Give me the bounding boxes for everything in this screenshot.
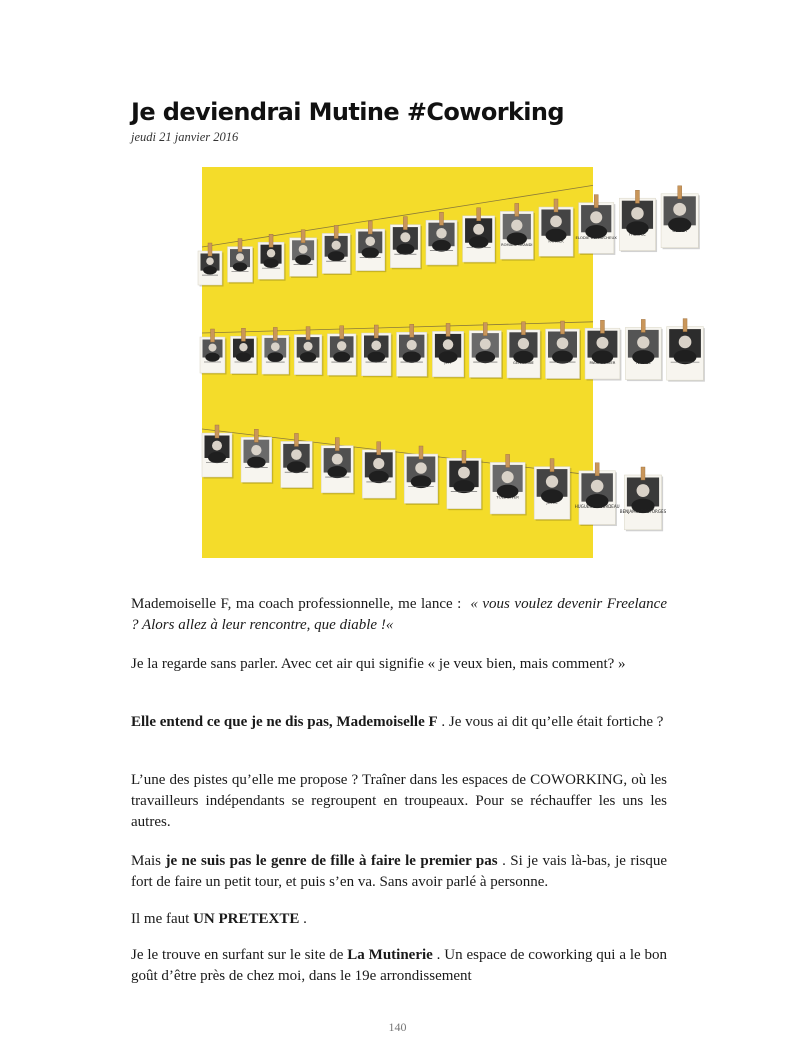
coworking-photo (202, 167, 688, 558)
face-shape (458, 467, 470, 479)
face-shape (365, 236, 375, 246)
face-shape (502, 471, 514, 483)
clothespin (561, 321, 565, 334)
clothespin (368, 221, 372, 234)
polaroid-card (507, 322, 542, 380)
face-shape (236, 253, 244, 261)
clothespin (238, 239, 242, 252)
polaroid-caption: FABRICE (629, 231, 646, 237)
polaroid-caption: BENJAMIN DESFORGES (619, 508, 667, 514)
clothespin (521, 322, 525, 335)
face-shape (679, 336, 692, 349)
clothespin (554, 199, 558, 212)
paragraph-6 (131, 909, 667, 930)
paragraph-4: L’une des pistes qu’elle me propose ? Traîner dans les espaces de COWORKING, où les travailleurs indépendants se regroupent en troupeaux. Pour se réchauffer les uns les autres. (131, 772, 667, 830)
face-shape (212, 441, 222, 451)
paragraph-1 (131, 594, 667, 636)
shoulders-shape (327, 466, 347, 478)
clothespin (211, 329, 215, 342)
shoulders-shape (263, 259, 278, 268)
face-shape (443, 339, 454, 350)
polaroid-caption: JEFF (444, 361, 452, 366)
clothespin (594, 195, 598, 208)
polaroid-card (500, 203, 535, 260)
shoulders-shape (203, 266, 217, 275)
face-shape (271, 342, 280, 351)
clothespin (374, 325, 378, 338)
polaroid-card (426, 212, 459, 266)
clothespin (294, 433, 298, 446)
shoulders-shape (403, 351, 421, 362)
polaroid-card (447, 450, 483, 510)
polaroid-card (469, 323, 503, 379)
clothespin (462, 450, 466, 463)
polaroid-card (575, 463, 620, 526)
polaroid-card (625, 319, 662, 381)
p6-pre: Il me faut (131, 911, 190, 927)
clothespin (641, 467, 645, 480)
face-shape (480, 339, 491, 350)
face-shape (596, 337, 608, 349)
p3-rest: . Je vous ai dit qu’elle était fortiche ? (441, 714, 664, 730)
face-shape (511, 220, 522, 231)
clothespin (439, 212, 443, 225)
shoulders-shape (396, 244, 414, 255)
polaroid-card (620, 467, 667, 531)
article-title: Je deviendrai Mutine #Coworking (131, 98, 564, 126)
clothespin (208, 243, 212, 256)
shoulders-shape (247, 457, 266, 469)
face-shape (239, 343, 247, 351)
paragraph-2: Je la regarde sans parler. Avec cet air qui signifie « je veux bien, mais comment? » (131, 656, 626, 672)
face-shape (291, 449, 302, 460)
shoulders-shape (469, 236, 489, 248)
polaroid-card (534, 459, 571, 521)
clothespin (410, 324, 414, 337)
clothespin (340, 326, 344, 339)
face-shape (299, 245, 308, 254)
clothespin (215, 425, 219, 438)
face-shape (337, 341, 346, 350)
clothespin (678, 186, 682, 199)
face-shape (637, 484, 650, 497)
face-shape (546, 475, 558, 487)
polaroid-caption: HUGUES DE SURDEAU (574, 504, 620, 510)
clothespin (377, 442, 381, 455)
clothespin (641, 319, 645, 332)
polaroid-card (575, 195, 617, 255)
face-shape (673, 203, 686, 216)
clothespin (483, 323, 487, 336)
face-shape (591, 480, 604, 493)
polaroid-card (321, 438, 355, 495)
shoulders-shape (295, 255, 311, 265)
clothespin (301, 230, 305, 243)
clothespin (477, 208, 481, 221)
face-shape (415, 462, 426, 473)
shoulders-shape (236, 352, 251, 361)
face-shape (400, 232, 410, 242)
p7-pre: Je le trouve en surfant sur le site de (131, 947, 344, 963)
clothespin (254, 429, 258, 442)
polaroid-card (661, 186, 700, 249)
clothespin (335, 438, 339, 451)
face-shape (473, 224, 484, 235)
polaroid-card (362, 442, 396, 500)
shoulders-shape (552, 351, 573, 364)
polaroid-card (619, 190, 657, 252)
clothespin (334, 225, 338, 238)
p5-bold: je ne suis pas le genre de fille à faire le premier pas (165, 853, 498, 869)
shoulders-shape (233, 262, 247, 271)
clothespin (506, 454, 510, 467)
face-shape (267, 249, 275, 257)
polaroid-card (362, 325, 393, 377)
face-shape (407, 340, 417, 350)
page-number: 140 (388, 1020, 407, 1034)
shoulders-shape (367, 352, 385, 363)
shoulders-shape (300, 352, 316, 362)
clothespin (600, 320, 604, 333)
polaroid-card (404, 446, 439, 505)
polaroid-card (463, 208, 497, 264)
face-shape (304, 342, 313, 351)
face-shape (557, 337, 569, 349)
polaroid-card (241, 429, 273, 484)
face-shape (371, 341, 381, 351)
polaroid-card (490, 454, 527, 515)
clothespin (269, 234, 273, 247)
shoulders-shape (205, 353, 219, 362)
face-shape (436, 228, 446, 238)
face-shape (590, 211, 602, 223)
shoulders-shape (333, 352, 350, 363)
shoulders-shape (287, 461, 306, 473)
polaroid-card (281, 433, 314, 489)
shoulders-shape (369, 471, 389, 484)
polaroid-caption: RAFAEL (636, 360, 651, 366)
clothespin (635, 190, 639, 203)
polaroid-caption: ELODIE DEFAUCHEUX (575, 234, 617, 240)
polaroid-card (202, 425, 234, 479)
polaroid-card (546, 321, 582, 380)
polaroid-card (432, 323, 465, 378)
polaroid-caption: ROMANE GRANDI (501, 242, 533, 247)
shoulders-shape (476, 351, 496, 363)
face-shape (637, 336, 649, 348)
face-shape (550, 215, 562, 227)
polaroid-caption: JESSE (546, 499, 558, 505)
polaroid-card (539, 199, 575, 258)
polaroid-caption: PAUL OLIVIER (589, 360, 616, 366)
face-shape (631, 207, 643, 219)
face-shape (209, 344, 217, 352)
paragraph-5 (131, 851, 667, 893)
clothespin (683, 319, 687, 332)
polaroid-card (390, 217, 422, 270)
polaroid-caption: TOLL DIVER (496, 494, 519, 500)
clothespin (446, 323, 450, 336)
p1-quote: « vous voulez devenir Freelance ? Alors allez à leur rencontre, que diable !« (131, 596, 667, 633)
polaroid-card (667, 319, 705, 382)
p7-post: . Un espace de coworking qui a le bon goût d’être près de chez moi, dans le 19e arrondissement (131, 947, 668, 984)
face-shape (251, 445, 261, 455)
clothespin (550, 459, 554, 472)
face-shape (206, 257, 214, 265)
article-date: jeudi 21 janvier 2016 (131, 130, 239, 144)
shoulders-shape (208, 452, 226, 463)
polaroid-card (397, 324, 429, 378)
shoulders-shape (328, 251, 345, 261)
shoulders-shape (432, 240, 451, 252)
p5-pre: Mais (131, 853, 161, 869)
polaroid-caption: PATRICK (548, 239, 564, 244)
face-shape (332, 241, 341, 250)
p1-text: Mademoiselle F, ma coach professionnelle, me lance : (131, 596, 462, 612)
shoulders-shape (453, 480, 474, 493)
polaroid-caption: OLIVER (672, 227, 688, 233)
clothespin (403, 217, 407, 230)
clothespin (419, 446, 423, 459)
p3-bold: Elle entend ce que je ne dis pas, Mademoiselle F (131, 714, 438, 730)
p5-post: . Si je vais là-bas, je risque fort de faire un petit tour, et puis s’en va. Sans avoir parlé à personne. (131, 853, 668, 890)
p6-bold: UN PRETEXTE (193, 911, 300, 927)
polaroid-caption: GERALDINE (513, 361, 534, 366)
face-shape (518, 338, 529, 349)
clothespin (273, 327, 277, 340)
clothespin (306, 327, 310, 340)
shoulders-shape (267, 352, 283, 362)
clothespin (595, 463, 599, 476)
shoulders-shape (411, 475, 432, 488)
shoulders-shape (362, 247, 379, 258)
polaroid-card (585, 320, 621, 380)
mutinerie-link[interactable]: La Mutinerie (347, 947, 433, 963)
face-shape (373, 458, 384, 469)
p6-post: . (303, 911, 307, 927)
face-shape (332, 454, 343, 465)
clothespin (241, 328, 245, 341)
paragraph-7 (131, 945, 667, 987)
clothespin (515, 203, 519, 216)
paragraph-3 (131, 712, 667, 733)
